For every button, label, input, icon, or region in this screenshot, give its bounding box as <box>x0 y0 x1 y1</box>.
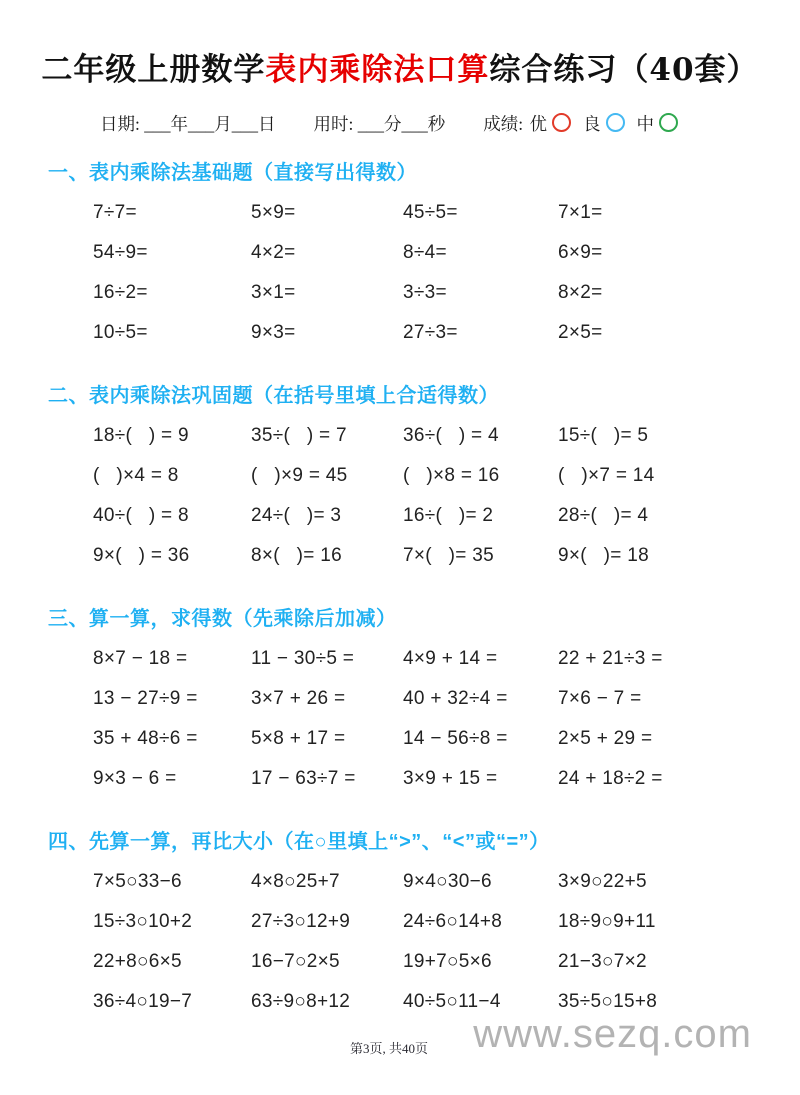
page-title <box>0 0 800 89</box>
problem-cell: 40÷5○11−4 <box>403 991 501 1012</box>
problem-cell: 5×9= <box>251 202 296 223</box>
problem-cell: 8×( )= 16 <box>251 545 342 566</box>
problem-cell: 9×3 − 6 = <box>93 768 177 789</box>
problem-cell: 7÷7= <box>93 202 137 223</box>
problem-cell: 35÷5○15+8 <box>558 991 658 1012</box>
problem-cell: 9×( ) = 36 <box>93 545 190 566</box>
meta-row <box>100 111 800 136</box>
problem-cell: 3×1= <box>251 282 296 303</box>
problem-cell: 16÷2= <box>93 282 148 303</box>
problem-cell: 35 + 48÷6 = <box>93 728 198 749</box>
problem-cell: 45÷5= <box>403 202 458 223</box>
grade-circle <box>606 113 625 132</box>
grade-label: 中 <box>636 114 654 134</box>
score-label: 成绩: <box>483 114 528 134</box>
problem-cell: 4×8○25+7 <box>251 871 340 892</box>
problem-cell: 54÷9= <box>93 242 148 263</box>
title-part-3: 综合练习（40套） <box>489 52 759 88</box>
section-compare <box>0 825 800 1022</box>
date-blanks: 日期: ___年___月___日 <box>100 114 276 134</box>
problem-cell: 8×7 − 18 = <box>93 648 188 669</box>
title-part-highlight: 表内乘除法口算 <box>265 52 490 88</box>
problem-cell: 2×5 + 29 = <box>558 728 653 749</box>
watermark: www.sezq.com <box>473 1012 752 1056</box>
problem-cell: 24 + 18÷2 = <box>558 768 663 789</box>
section-3-problems <box>93 639 800 799</box>
problem-cell: ( )×9 = 45 <box>251 465 348 486</box>
section-4-problems <box>93 862 800 1022</box>
problem-cell: 22 + 21÷3 = <box>558 648 663 669</box>
section-3-heading: 三、算一算，求得数（先乘除后加减） <box>48 608 397 630</box>
section-1-problems <box>93 193 800 353</box>
section-basic <box>0 156 800 353</box>
time-blanks: 用时: ___分___秒 <box>313 114 446 134</box>
problem-cell: ( )×7 = 14 <box>558 465 655 486</box>
problem-cell: 4×9 + 14 = <box>403 648 498 669</box>
problem-cell: 27÷3○12+9 <box>251 911 351 932</box>
problem-cell: 19+7○5×6 <box>403 951 492 972</box>
problem-cell: 9×4○30−6 <box>403 871 492 892</box>
grade-circles <box>528 111 689 136</box>
problem-cell: 7×5○33−6 <box>93 871 182 892</box>
problem-cell: ( )×8 = 16 <box>403 465 500 486</box>
problem-cell: 7×1= <box>558 202 603 223</box>
problem-cell: 24÷6○14+8 <box>403 911 503 932</box>
problem-cell: 11 − 30÷5 = <box>251 648 355 669</box>
problem-cell: 8÷4= <box>403 242 447 263</box>
section-4-heading: 四、先算一算，再比大小（在○里填上“>”、“<”或“=”） <box>48 831 550 853</box>
problem-cell: 3×9 + 15 = <box>403 768 498 789</box>
grade-label: 良 <box>583 114 601 134</box>
problem-cell: 16−7○2×5 <box>251 951 340 972</box>
problem-cell: 21−3○7×2 <box>558 951 647 972</box>
problem-cell: 35÷( ) = 7 <box>251 425 347 446</box>
problem-cell: 6×9= <box>558 242 603 263</box>
problem-cell: 28÷( )= 4 <box>558 505 649 526</box>
problem-cell: 3÷3= <box>403 282 447 303</box>
problem-cell: 9×( )= 18 <box>558 545 649 566</box>
problem-cell: 36÷( ) = 4 <box>403 425 499 446</box>
problem-cell: 36÷4○19−7 <box>93 991 193 1012</box>
problem-cell: 24÷( )= 3 <box>251 505 342 526</box>
problem-cell: 63÷9○8+12 <box>251 991 351 1012</box>
problem-cell: 14 − 56÷8 = <box>403 728 508 749</box>
problem-cell: 40÷( ) = 8 <box>93 505 189 526</box>
problem-cell: ( )×4 = 8 <box>93 465 179 486</box>
problem-cell: 27÷3= <box>403 322 458 343</box>
problem-cell: 18÷( ) = 9 <box>93 425 189 446</box>
problem-cell: 15÷( )= 5 <box>558 425 649 446</box>
problem-cell: 13 − 27÷9 = <box>93 688 198 709</box>
problem-cell: 3×9○22+5 <box>558 871 647 892</box>
problem-cell: 16÷( )= 2 <box>403 505 494 526</box>
section-2-problems <box>93 416 800 576</box>
problem-cell: 17 − 63÷7 = <box>251 768 356 789</box>
problem-cell: 18÷9○9+11 <box>558 911 656 932</box>
grade-label: 优 <box>529 114 547 134</box>
problem-cell: 15÷3○10+2 <box>93 911 193 932</box>
section-2-heading: 二、表内乘除法巩固题（在括号里填上合适得数） <box>48 385 499 407</box>
problem-cell: 8×2= <box>558 282 603 303</box>
problem-cell: 2×5= <box>558 322 603 343</box>
score-options <box>483 111 688 136</box>
problem-cell: 22+8○6×5 <box>93 951 182 972</box>
section-fill-blank <box>0 379 800 576</box>
problem-cell: 10÷5= <box>93 322 148 343</box>
section-mixed-ops <box>0 602 800 799</box>
problem-cell: 40 + 32÷4 = <box>403 688 508 709</box>
page-number: 第3页, 共40页 <box>350 1041 429 1056</box>
problem-cell: 9×3= <box>251 322 296 343</box>
problem-cell: 3×7 + 26 = <box>251 688 346 709</box>
title-part-1: 二年级上册数学 <box>41 52 266 88</box>
problem-cell: 4×2= <box>251 242 296 263</box>
section-1-heading: 一、表内乘除法基础题（直接写出得数） <box>48 162 417 184</box>
problem-cell: 5×8 + 17 = <box>251 728 346 749</box>
grade-circle <box>552 113 571 132</box>
problem-cell: 7×( )= 35 <box>403 545 494 566</box>
grade-circle <box>659 113 678 132</box>
problem-cell: 7×6 − 7 = <box>558 688 642 709</box>
